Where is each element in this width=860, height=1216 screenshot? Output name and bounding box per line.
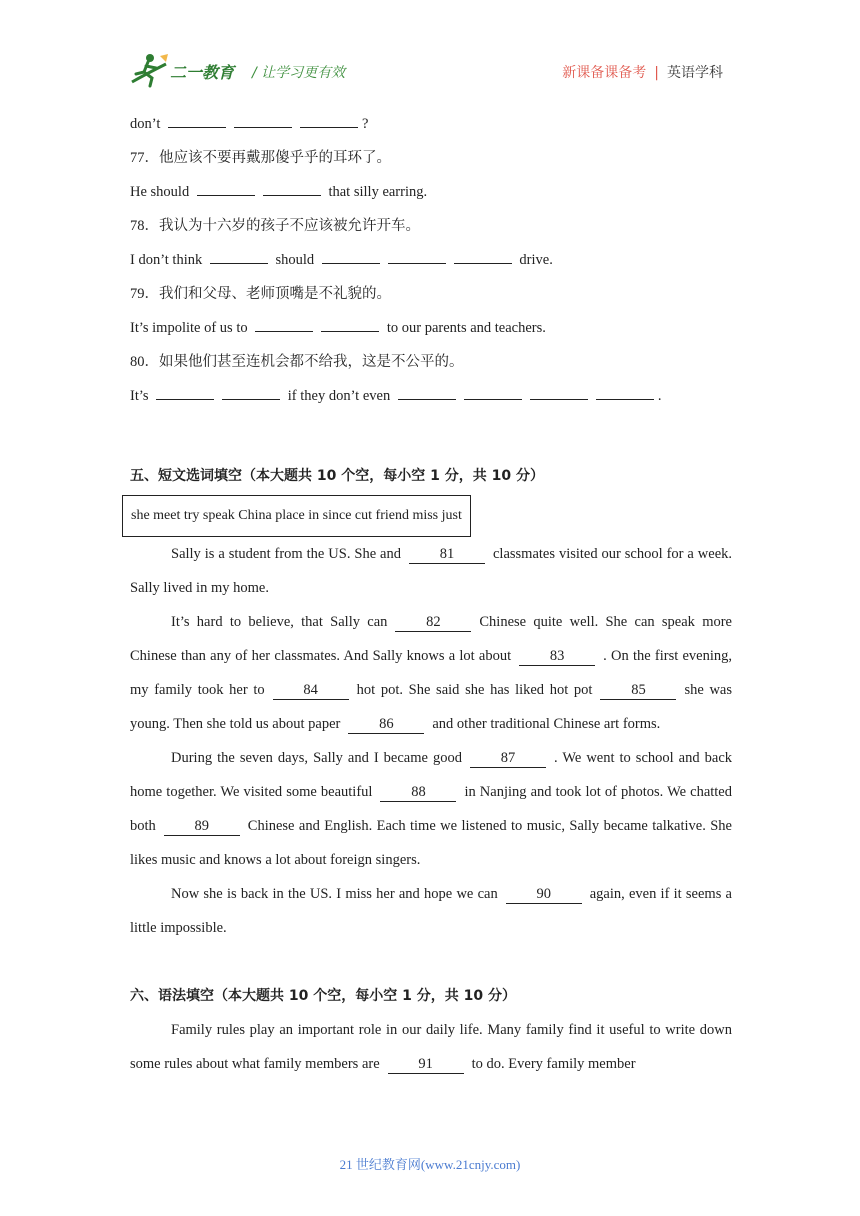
answer-blank[interactable]	[398, 385, 456, 400]
blank-88[interactable]: 88	[380, 783, 456, 802]
sentence-fragment: It’s	[130, 388, 149, 404]
section5-paragraph-2: It’s hard to believe, that Sally can 82 Chinese quite well. She can speak more Chinese than any of her classmates. And Sally knows a lot about 83 . On the first evening, my family took her to 84 hot pot. She said she has liked hot pot 85 she was young. Then she told us about paper 86 and other traditional Chinese art forms.	[130, 614, 732, 732]
blank-91[interactable]: 91	[388, 1055, 464, 1074]
answer-blank[interactable]	[388, 249, 446, 264]
blank-86[interactable]: 86	[348, 715, 424, 734]
q79-prompt: 79．我们和父母、老师顶嘴是不礼貌的。	[130, 286, 391, 302]
answer-blank[interactable]	[321, 317, 379, 332]
logo-text: 二一教育	[170, 63, 235, 82]
section5-paragraph-4: Now she is back in the US. I miss her and hope we can 90 again, even if it seems a little impossible.	[130, 886, 732, 936]
answer-blank[interactable]	[530, 385, 588, 400]
sentence-fragment: don’t	[130, 116, 161, 132]
header-separator: |	[654, 65, 659, 81]
section5-paragraph-3: During the seven days, Sally and I became good 87 . We went to school and back home together. We visited some beautiful 88 in Nanjing and took lot of photos. We chatted both 89 Chinese and English. Each time we listened to music, Sally became talkative. She likes music and knows a lot about foreign singers.	[130, 750, 733, 868]
answer-blank[interactable]	[222, 385, 280, 400]
answer-blank[interactable]	[255, 317, 313, 332]
blank-82[interactable]: 82	[395, 613, 471, 632]
sentence-fragment: He should	[130, 184, 190, 200]
q79-answer-line	[130, 311, 732, 345]
sentence-fragment: that silly earring.	[328, 184, 428, 200]
answer-blank[interactable]	[197, 181, 255, 196]
section6-paragraph-1: Family rules play an important role in our daily life. Many family find it useful to write down some rules about what family members are 91 to do. Every family member	[130, 1022, 732, 1072]
blank-87[interactable]: 87	[470, 749, 546, 768]
q78-prompt: 78．我认为十六岁的孩子不应该被允许开车。	[130, 218, 420, 234]
page-footer: 21 世纪教育网(www.21cnjy.com)	[339, 1157, 521, 1172]
answer-blank[interactable]	[210, 249, 268, 264]
answer-blank[interactable]	[234, 113, 292, 128]
q80-prompt: 80．如果他们甚至连机会都不给我，这是不公平的。	[130, 354, 464, 370]
section5-title: 五、短文选词填空（本大题共 10 个空，每小空 1 分，共 10 分）	[130, 468, 544, 484]
sentence-fragment: drive.	[519, 252, 553, 268]
header-course-label: 新课备课备考	[562, 65, 647, 81]
q77-prompt: 77．他应该不要再戴那傻乎乎的耳环了。	[130, 150, 391, 166]
q77-answer-line	[130, 175, 732, 209]
header-subject-label: 英语学科	[667, 65, 723, 81]
word-bank-box: she meet try speak China place in since cut friend miss just	[122, 495, 471, 537]
blank-81[interactable]: 81	[409, 545, 485, 564]
answer-blank[interactable]	[322, 249, 380, 264]
answer-blank[interactable]	[596, 385, 654, 400]
answer-blank[interactable]	[300, 113, 358, 128]
blank-84[interactable]: 84	[273, 681, 349, 700]
sentence-fragment: ?	[361, 116, 369, 132]
word-bank	[130, 495, 732, 537]
blank-83[interactable]: 83	[519, 647, 595, 666]
header-slogan: / 让学习更有效	[252, 65, 346, 81]
brand-logo	[130, 52, 250, 88]
sentence-fragment: I don’t think	[130, 252, 203, 268]
q80-answer-line	[130, 379, 732, 413]
sentence-fragment: It’s impolite of us to	[130, 320, 248, 336]
header-subject	[562, 62, 723, 82]
answer-blank[interactable]	[168, 113, 226, 128]
document-body	[130, 107, 732, 1081]
section6-title: 六、语法填空（本大题共 10 个空，每小空 1 分，共 10 分）	[130, 988, 516, 1004]
q76-answer-line	[130, 107, 732, 141]
blank-90[interactable]: 90	[506, 885, 582, 904]
sentence-fragment: .	[657, 388, 662, 404]
sentence-fragment: if they don’t even	[287, 388, 391, 404]
blank-85[interactable]: 85	[600, 681, 676, 700]
section5-paragraph-1: Sally is a student from the US. She and 81 classmates visited our school for a week. Sally lived in my home.	[130, 546, 733, 596]
runner-logo-icon	[130, 52, 170, 88]
sentence-fragment: should	[275, 252, 315, 268]
sentence-fragment: to our parents and teachers.	[386, 320, 546, 336]
answer-blank[interactable]	[263, 181, 321, 196]
blank-89[interactable]: 89	[164, 817, 240, 836]
answer-blank[interactable]	[454, 249, 512, 264]
page-header	[0, 0, 860, 100]
answer-blank[interactable]	[464, 385, 522, 400]
q78-answer-line	[130, 243, 732, 277]
answer-blank[interactable]	[156, 385, 214, 400]
